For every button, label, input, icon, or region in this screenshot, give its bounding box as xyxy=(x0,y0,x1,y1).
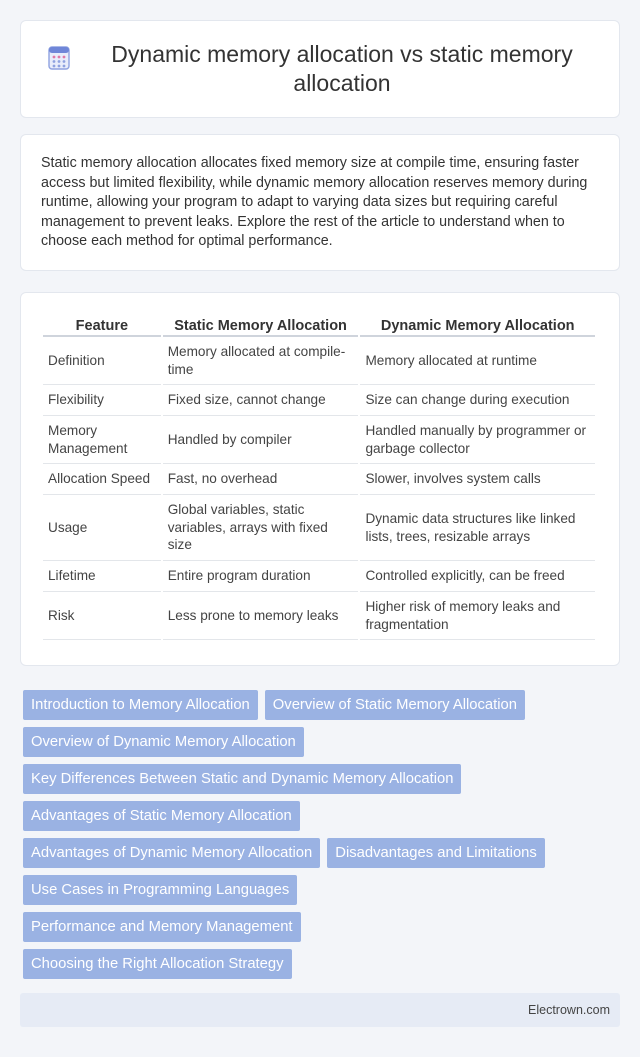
table-cell-dynamic: Higher risk of memory leaks and fragmentation xyxy=(360,592,595,640)
table-cell-dynamic: Slower, involves system calls xyxy=(360,464,595,495)
table-cell-static: Fixed size, cannot change xyxy=(163,385,359,416)
tag-row xyxy=(23,727,623,757)
table-cell-feature: Lifetime xyxy=(43,561,161,592)
tag-row xyxy=(23,801,623,831)
topic-tag[interactable]: Overview of Static Memory Allocation xyxy=(265,690,525,720)
comparison-table-card xyxy=(20,292,620,666)
footer-site[interactable]: Electrown.com xyxy=(528,1003,610,1017)
table-cell-dynamic: Dynamic data structures like linked lists, trees, resizable arrays xyxy=(360,495,595,561)
topic-tag[interactable]: Overview of Dynamic Memory Allocation xyxy=(23,727,304,757)
table-cell-feature: Flexibility xyxy=(43,385,161,416)
comparison-table xyxy=(41,315,597,640)
intro-paragraph: Static memory allocation allocates fixed memory size at compile time, ensuring faster access but limited flexibility, while dynamic memory allocation reserves memory during runtime, allowing your program to adapt to varying data sizes but requiring careful management to prevent leaks. Explore the rest of the article to understand when to choose each method for optimal performance. xyxy=(41,155,588,249)
table-row xyxy=(43,464,595,495)
table-cell-dynamic: Handled manually by programmer or garbage collector xyxy=(360,416,595,464)
topic-tag[interactable]: Key Differences Between Static and Dynamic Memory Allocation xyxy=(23,764,461,794)
table-row xyxy=(43,495,595,561)
calculator-icon xyxy=(48,46,70,70)
table-cell-static: Entire program duration xyxy=(163,561,359,592)
table-cell-static: Handled by compiler xyxy=(163,416,359,464)
table-cell-feature: Risk xyxy=(43,592,161,640)
table-cell-feature: Memory Management xyxy=(43,416,161,464)
table-row xyxy=(43,337,595,385)
table-cell-static: Memory allocated at compile-time xyxy=(163,337,359,385)
tag-row xyxy=(23,764,623,794)
table-row xyxy=(43,561,595,592)
tag-row xyxy=(23,875,623,905)
title-wrap xyxy=(48,40,592,98)
table-header-row xyxy=(43,315,595,337)
topic-tag[interactable]: Advantages of Dynamic Memory Allocation xyxy=(23,838,320,868)
table-cell-static: Global variables, static variables, arrays with fixed size xyxy=(163,495,359,561)
table-cell-dynamic: Size can change during execution xyxy=(360,385,595,416)
intro-card xyxy=(20,134,620,271)
header-dynamic: Dynamic Memory Allocation xyxy=(360,315,595,337)
topic-tag[interactable]: Choosing the Right Allocation Strategy xyxy=(23,949,292,979)
table-cell-dynamic: Memory allocated at runtime xyxy=(360,337,595,385)
footer xyxy=(20,993,620,1027)
header-static: Static Memory Allocation xyxy=(163,315,359,337)
table-row xyxy=(43,385,595,416)
topic-tags xyxy=(23,690,623,986)
topic-tag[interactable]: Introduction to Memory Allocation xyxy=(23,690,258,720)
tag-row xyxy=(23,949,623,979)
page-title: Dynamic memory allocation vs static memory allocation xyxy=(111,41,573,96)
topic-tag[interactable]: Use Cases in Programming Languages xyxy=(23,875,297,905)
table-cell-feature: Usage xyxy=(43,495,161,561)
tag-row xyxy=(23,690,623,720)
table-row xyxy=(43,416,595,464)
topic-tag[interactable]: Performance and Memory Management xyxy=(23,912,301,942)
table-row xyxy=(43,592,595,640)
tag-row xyxy=(23,838,623,868)
title-card xyxy=(20,20,620,118)
table-cell-static: Fast, no overhead xyxy=(163,464,359,495)
table-cell-static: Less prone to memory leaks xyxy=(163,592,359,640)
topic-tag[interactable]: Advantages of Static Memory Allocation xyxy=(23,801,300,831)
table-cell-dynamic: Controlled explicitly, can be freed xyxy=(360,561,595,592)
table-cell-feature: Allocation Speed xyxy=(43,464,161,495)
tag-row xyxy=(23,912,623,942)
topic-tag[interactable]: Disadvantages and Limitations xyxy=(327,838,545,868)
header-feature: Feature xyxy=(43,315,161,337)
table-cell-feature: Definition xyxy=(43,337,161,385)
